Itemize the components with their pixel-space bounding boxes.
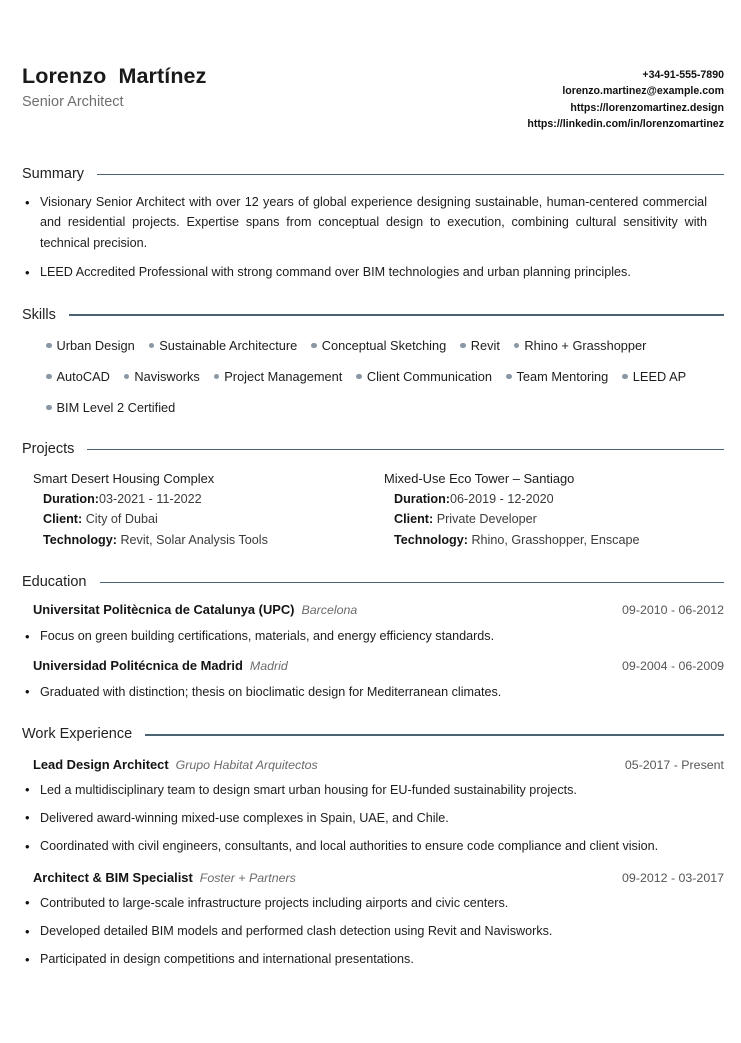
job-role: Architect & BIM Specialist	[33, 869, 193, 885]
section-divider	[87, 449, 724, 451]
school-name: Universitat Politècnica de Catalunya (UPC)	[33, 602, 295, 618]
education-entry-header	[22, 602, 724, 617]
project-card	[373, 470, 724, 550]
school-name: Universidad Politécnica de Madrid	[33, 657, 243, 673]
bullet-dot-icon	[149, 343, 155, 349]
contact-email[interactable]: lorenzo.martinez@example.com	[562, 85, 724, 98]
list-item: • Participated in design competitions and international presentations.	[22, 949, 724, 969]
project-duration-row	[33, 489, 373, 509]
skill-label: Navisworks	[134, 368, 200, 384]
section-title-education: Education	[22, 573, 87, 590]
project-technology-row	[33, 530, 373, 550]
skill-label: Team Mentoring	[516, 368, 609, 384]
skills-list	[22, 338, 724, 415]
projects-grid	[22, 470, 724, 550]
list-item: • Coordinated with civil engineers, consultants, and local authorities to ensure code compliance and client vision.	[22, 836, 724, 856]
list-item: • Delivered award-winning mixed-use complexes in Spain, UAE, and Chile.	[22, 808, 724, 828]
contact-phone[interactable]: +34-91-555-7890	[642, 69, 724, 81]
identity-block	[22, 62, 206, 111]
job-title: Senior Architect	[22, 93, 124, 110]
project-duration-label: Duration:	[394, 491, 450, 506]
bullet-dot-icon	[356, 374, 362, 380]
section-divider	[97, 174, 724, 176]
school-location: Madrid	[249, 658, 288, 673]
education-dates: 09-2004 - 06-2009	[622, 658, 724, 673]
list-item	[214, 369, 343, 384]
list-item	[356, 369, 492, 384]
project-technology-label: Technology:	[394, 532, 468, 547]
section-title-projects: Projects	[22, 440, 75, 457]
skill-label: Sustainable Architecture	[159, 337, 298, 353]
list-item	[124, 369, 200, 384]
work-bullet-list	[22, 893, 724, 970]
project-technology-value: Rhino, Grasshopper, Enscape	[471, 532, 640, 547]
education-bullet-list	[22, 626, 724, 646]
list-item	[46, 400, 175, 415]
list-item	[311, 338, 446, 353]
education-entry-left	[33, 602, 357, 617]
project-title: Mixed-Use Eco Tower – Santiago	[384, 471, 575, 487]
skill-label: Rhino + Grasshopper	[524, 337, 647, 353]
list-item	[622, 369, 686, 384]
bullet-dot-icon	[506, 374, 512, 380]
section-title-work: Work Experience	[22, 726, 133, 743]
list-item	[149, 338, 298, 353]
company-name: Grupo Habitat Arquitectos	[175, 757, 318, 772]
bullet-dot-icon	[311, 343, 317, 349]
section-header-summary	[22, 166, 724, 183]
list-item	[46, 338, 135, 353]
education-bullet-list	[22, 682, 724, 702]
list-item: • Visionary Senior Architect with over 12 years of global experience designing sustainable, human-centered commercial and residential projects. Expertise spans from conceptual design to execution, combining cultural sensitivity with technical precision.	[22, 192, 724, 253]
resume-header	[0, 0, 741, 133]
skill-label: Conceptual Sketching	[321, 337, 447, 353]
education-entry	[22, 658, 724, 702]
list-item: • Focus on green building certifications, materials, and energy efficiency standards.	[22, 626, 724, 646]
summary-bullet-list	[22, 192, 724, 283]
skill-label: BIM Level 2 Certified	[56, 399, 176, 415]
bullet-dot-icon	[622, 374, 628, 380]
project-client-label: Client:	[43, 512, 83, 527]
section-header-work	[22, 726, 724, 743]
education-dates: 09-2010 - 06-2012	[622, 603, 724, 618]
project-client-label: Client:	[394, 512, 434, 527]
bullet-dot-icon	[460, 343, 466, 349]
list-item	[514, 338, 647, 353]
work-entry-left	[33, 870, 296, 885]
list-item	[460, 338, 500, 353]
skills-row	[46, 369, 724, 384]
project-client-value: Private Developer	[436, 512, 537, 527]
skill-label: LEED AP	[632, 368, 687, 384]
section-divider	[69, 314, 724, 316]
page-title: Lorenzo Martínez	[22, 64, 207, 88]
list-item: • Led a multidisciplinary team to design smart urban housing for EU-funded sustainability projects.	[22, 780, 724, 800]
skill-label: Urban Design	[56, 337, 135, 353]
section-projects	[0, 441, 741, 550]
section-title-skills: Skills	[22, 306, 56, 323]
section-skills	[0, 307, 741, 415]
contact-website[interactable]: https://lorenzomartinez.design	[570, 101, 724, 114]
work-bullet-list	[22, 780, 724, 857]
work-entry-header	[22, 757, 724, 772]
skill-label: Revit	[470, 337, 500, 353]
project-client-value: City of Dubai	[85, 512, 158, 527]
section-header-projects	[22, 441, 724, 458]
skill-label: Client Communication	[366, 368, 493, 384]
project-duration-label: Duration:	[43, 491, 99, 506]
skill-label: Project Management	[224, 368, 343, 384]
section-work-experience	[0, 726, 741, 970]
section-divider	[100, 582, 725, 584]
project-duration-row	[384, 489, 724, 509]
skill-label: AutoCAD	[56, 368, 110, 384]
bullet-dot-icon	[46, 405, 52, 411]
project-duration-value: 06-2019 - 12-2020	[449, 491, 554, 506]
project-title: Smart Desert Housing Complex	[33, 471, 215, 487]
company-name: Foster + Partners	[199, 870, 296, 885]
education-entry-header	[22, 658, 724, 673]
work-dates: 05-2017 - Present	[624, 757, 724, 772]
list-item: • Developed detailed BIM models and performed clash detection using Revit and Navisworks.	[22, 921, 724, 941]
contact-linkedin[interactable]: https://linkedin.com/in/lorenzomartinez	[527, 118, 724, 131]
list-item: • Graduated with distinction; thesis on bioclimatic design for Mediterranean climates.	[22, 682, 724, 702]
project-technology-value: Revit, Solar Analysis Tools	[120, 532, 268, 547]
education-entry-left	[33, 658, 288, 673]
work-entry-header	[22, 870, 724, 885]
bullet-dot-icon	[124, 374, 130, 380]
skills-row	[46, 338, 724, 353]
project-duration-value: 03-2021 - 11-2022	[98, 491, 202, 506]
bullet-dot-icon	[514, 343, 520, 349]
bullet-dot-icon	[214, 374, 220, 380]
list-item	[46, 369, 110, 384]
education-entry	[22, 602, 724, 646]
list-item	[506, 369, 608, 384]
project-technology-label: Technology:	[43, 532, 117, 547]
list-item: • LEED Accredited Professional with strong command over BIM technologies and urban planning principles.	[22, 262, 724, 282]
list-item: • Contributed to large-scale infrastructure projects including airports and civic centers.	[22, 893, 724, 913]
project-client-row	[384, 509, 724, 529]
skills-row	[46, 400, 724, 415]
bullet-dot-icon	[46, 374, 52, 380]
section-title-summary: Summary	[22, 165, 85, 182]
project-client-row	[33, 509, 373, 529]
section-education	[0, 574, 741, 702]
section-header-skills	[22, 307, 724, 324]
contact-block	[527, 62, 724, 133]
work-dates: 09-2012 - 03-2017	[622, 870, 724, 885]
project-technology-row	[384, 530, 724, 550]
work-entry	[22, 870, 724, 970]
section-header-education	[22, 574, 724, 591]
work-entry-left	[33, 757, 318, 772]
section-summary	[0, 166, 741, 283]
job-role: Lead Design Architect	[33, 756, 169, 772]
work-entry	[22, 757, 724, 857]
project-card	[22, 470, 373, 550]
section-divider	[145, 734, 724, 736]
school-location: Barcelona	[301, 603, 358, 618]
bullet-dot-icon	[46, 343, 52, 349]
